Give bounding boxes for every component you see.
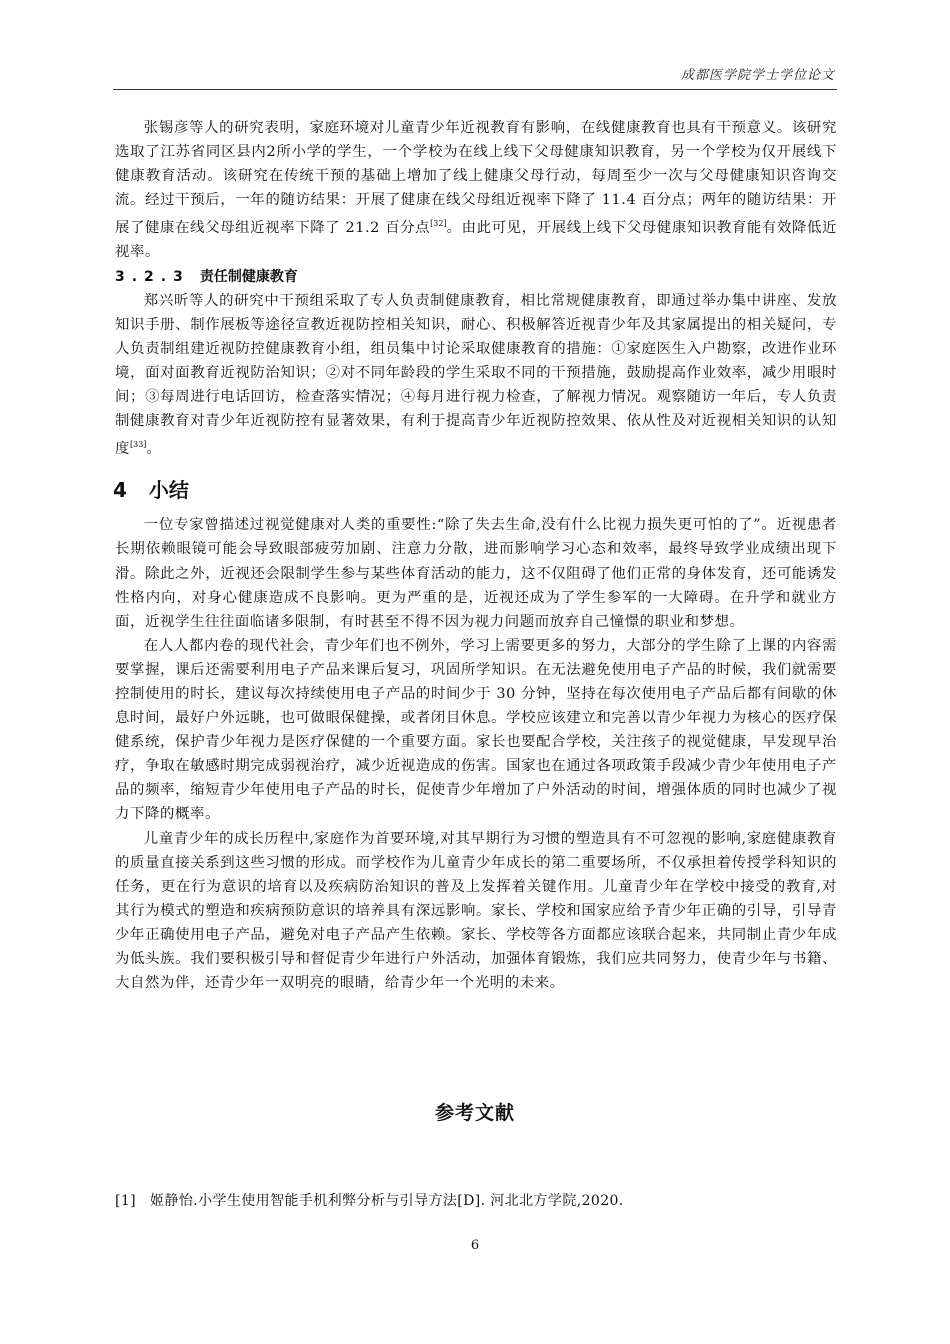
- citation-32[interactable]: [32]: [430, 219, 447, 229]
- subsection-heading-3-2-3: [115, 265, 837, 289]
- section-number: 4: [113, 478, 127, 503]
- summary-paragraph-3: 儿童青少年的成长历程中,家庭作为首要环境,对其早期行为习惯的塑造具有不可忽视的影响,家庭健康教育的质量直接关系到这些习惯的形成。而学校作为儿童青少年成长的第二重要场所，不仅承担着传授学科知识的任务，更在行为意识的培育以及疾病防治知识的普及上发挥着关键作用。儿童青少年在学校中接受的教育,对其行为模式的塑造和疾病预防意识的培养具有深远影响。家长、学校和国家应给予青少年正确的引导，引导青少年正确使用电子产品，避免对电子产品产生依赖。家长、学校等各方面都应该联合起来，共同制止青少年成为低头族。我们要积极引导和督促青少年进行户外活动，加强体育锻炼，我们应共同努力，使青少年与书籍、大自然为伴，还青少年一双明亮的眼睛，给青少年一个光明的未来。: [115, 830, 837, 992]
- reference-text: 姬静怡.小学生使用智能手机利弊分析与引导方法[D]. 河北北方学院,2020.: [150, 1193, 624, 1209]
- running-header: 成都医学院学士学位论文: [680, 68, 835, 83]
- subsection-number: 3.2.3: [115, 268, 190, 285]
- paragraph-text: 张锡彦等人的研究表明，家庭环境对儿童青少年近视教育有影响，在线健康教育也具有干预意义。该研究选取了江苏省同区县内2所小学的学生，一个学校为在线上线下父母健康知识教育，另一个学校为仅开展线下健康教育活动。该研究在传统干预的基础上增加了线上健康父母行动，每周至少一次与父母健康知识咨询交流。经过干预后，一年的随访结果：开展了健康在线父母组近视率下降了 11.4 百分点；两年的随访结果：开展了健康在线父母组近视率下降了 21.2 百分点: [115, 120, 837, 237]
- body-text: [115, 116, 837, 995]
- paragraph-online-education: [115, 116, 837, 265]
- citation-33[interactable]: [33]: [130, 440, 147, 450]
- section-title: 小结: [148, 478, 189, 503]
- summary-paragraph-1: 一位专家曾描述过视觉健康对人类的重要性:“除了失去生命,没有什么比视力损失更可怕的了”。近视患者长期依赖眼镜可能会导致眼部疲劳加剧、注意力分散，进而影响学习心态和效率，最终导致学业成绩出现下滑。除此之外，近视还会限制学生参与某些体育活动的能力，这不仅阻碍了他们正常的身体发育，还可能诱发性格内向，对身心健康造成不良影响。更为严重的是，近视还成为了学生参军的一大障碍。在升学和就业方面，近视学生往往面临诸多限制，有时甚至不得不因为视力问题而放弃自己憧憬的职业和梦想。: [115, 517, 837, 630]
- page-number: 6: [470, 1238, 480, 1253]
- paragraph-text: 郑兴昕等人的研究中干预组采取了专人负责制健康教育，相比常规健康教育，即通过举办集中讲座、发放知识手册、制作展板等途径宣教近视防控相关知识，耐心、积极解答近视青少年及其家属提出的相关疑问，专人负责制组建近视防控健康教育小组，组员集中讨论采取健康教育的措施：①家庭医生入户勘察，改进作业环境，面对面教育近视防治知识；②对不同年龄段的学生采取不同的干预措施，鼓励提高作业效率，减少用眼时间；③每周进行电话回访，检查落实情况；④每月进行视力检查，了解视力情况。观察随访一年后，专人负责制健康教育对青少年近视防控有显著效果，有利于提高青少年近视防控效果、依从性及对近视相关知识的认知度: [115, 292, 837, 458]
- summary-paragraph-2: 在人人都内卷的现代社会，青少年们也不例外，学习上需要更多的努力，大部分的学生除了上课的内容需要掌握，课后还需要利用电子产品来课后复习，巩固所学知识。在无法避免使用电子产品的时候，我们就需要控制使用的时长，建议每次持续使用电子产品的时间少于 30 分钟，坚持在每次使用电子产品后都有间歇的休息时间，最好户外远眺，也可做眼保健操，或者闭目休息。学校应该建立和完善以青少年视力为核心的医疗保健系统，保护青少年视力是医疗保健的一个重要方面。家长也要配合学校，关注孩子的视觉健康，早发现早治疗，争取在敏感时期完成弱视治疗，减少近视造成的伤害。国家也在通过各项政策手段减少青少年使用电子产品的频率，缩短青少年使用电子产品的时长，促使青少年增加了户外活动的时间，增强体质的同时也减少了视力下降的概率。: [115, 637, 837, 823]
- paragraph-tail: 。: [146, 441, 162, 458]
- subsection-title: 责任制健康教育: [199, 268, 298, 285]
- header-rule: [113, 89, 837, 90]
- section-heading-4: [113, 475, 837, 505]
- paragraph-tail: 。由此可见，开展线上线下父母健康知识教育能有效降低近视率。: [115, 220, 837, 261]
- references-title: 参考文献: [434, 1102, 515, 1124]
- paragraph-responsibility-education: [115, 289, 837, 462]
- reference-index: [1]: [115, 1193, 137, 1209]
- reference-item: [115, 1190, 624, 1212]
